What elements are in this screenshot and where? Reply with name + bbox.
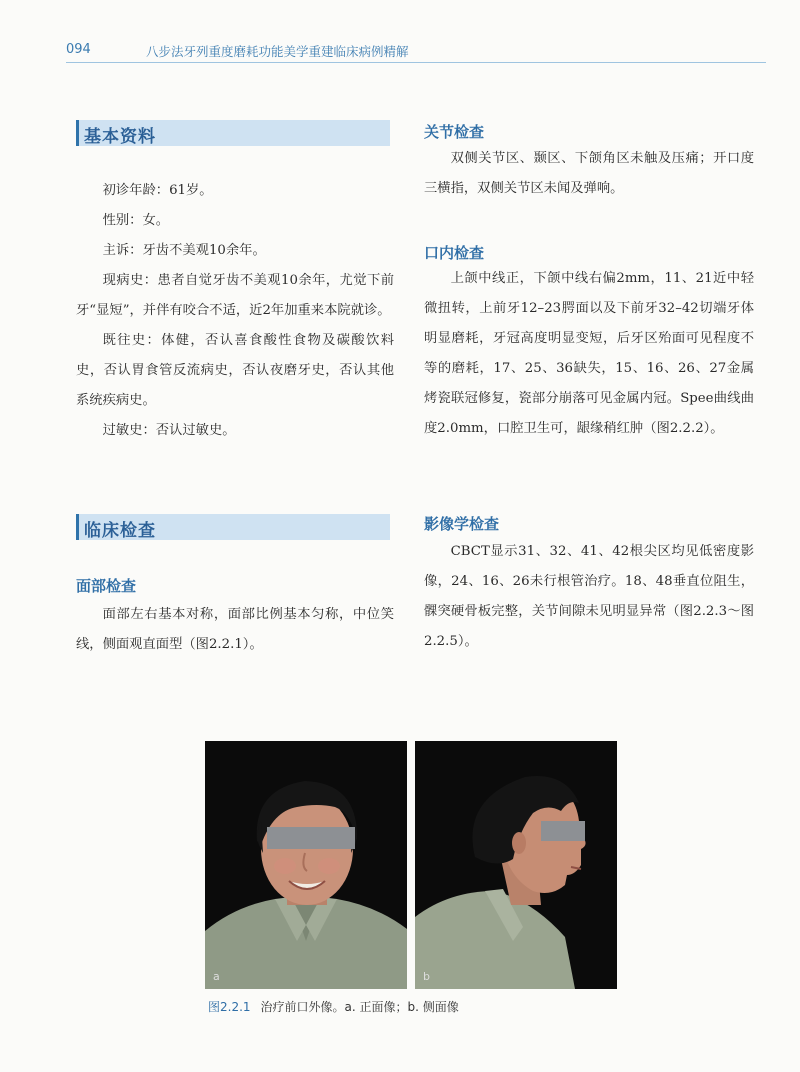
page-number: 094: [66, 42, 91, 57]
figure-number: 图2.2.1: [208, 1000, 251, 1014]
oral-exam-title: 口内检查: [424, 244, 485, 262]
section-basic-info-heading: [76, 120, 390, 146]
frontal-portrait-image: [205, 741, 407, 989]
chief-complaint-line: 主诉：牙齿不美观10余年。: [102, 243, 266, 258]
joint-exam-text: 双侧关节区、颞区、下颌角区未触及压痛；开口度三横指，双侧关节区未闻及弹响。: [424, 151, 754, 196]
present-illness-para: 现病史：患者自觉牙齿不美观10余年，尤觉下前牙“显短”，并伴有咬合不适，近2年加重来本院就诊。: [76, 273, 394, 318]
age-line: 初诊年龄：61岁。: [102, 183, 213, 198]
facial-exam-body: [76, 600, 394, 660]
joint-exam-body: [424, 144, 754, 204]
figure-caption-text: 治疗前口外像。a. 正面像；b. 侧面像: [260, 1000, 459, 1014]
photo-label-a: a: [213, 970, 220, 983]
photo-profile: [415, 741, 617, 989]
facial-exam-title: 面部检查: [76, 577, 137, 595]
allergy-line: 过敏史：否认过敏史。: [102, 423, 236, 438]
imaging-exam-title: 影像学检查: [424, 515, 500, 533]
imaging-exam-body: [424, 537, 754, 657]
figure-caption: [208, 998, 459, 1015]
sex-line: 性别：女。: [102, 213, 170, 228]
photo-frontal: [205, 741, 407, 989]
joint-exam-title: 关节检查: [424, 123, 485, 141]
oral-exam-text: 上颌中线正，下颌中线右偏2mm，11、21近中轻微扭转，上前牙12–23腭面以及下前牙32–42切端牙体明显磨耗，牙冠高度明显变短，后牙区殆面可见程度不等的磨耗，17、25、36缺失，15、16、26、27金属烤瓷联冠修复，瓷部分崩落可见金属内冠。Spee曲线曲度2.0mm，口腔卫生可，龈缘稍红肿（图2.2.2）。: [424, 271, 754, 436]
past-history-para: 既往史：体健，否认喜食酸性食物及碳酸饮料史，否认胃食管反流病史，否认夜磨牙史，否认其他系统疾病史。: [76, 333, 394, 408]
section-clinical-exam-title: 临床检查: [84, 521, 156, 541]
section-clinical-exam-heading: [76, 514, 390, 540]
book-title: 八步法牙列重度磨耗功能美学重建临床病例精解: [146, 44, 409, 59]
imaging-exam-text: CBCT显示31、32、41、42根尖区均见低密度影像，24、16、26未行根管治疗。18、48垂直位阻生，髁突硬骨板完整，关节间隙未见明显异常（图2.2.3～图2.2.5）。: [424, 544, 754, 649]
header-divider: [66, 62, 766, 63]
section-basic-info-title: 基本资料: [84, 127, 156, 147]
basic-info-body: [76, 176, 394, 446]
profile-portrait-image: [415, 741, 617, 989]
photo-label-b: b: [423, 970, 430, 983]
facial-exam-text: 面部左右基本对称，面部比例基本匀称，中位笑线，侧面观直面型（图2.2.1）。: [76, 607, 394, 652]
oral-exam-body: [424, 264, 754, 444]
page-header: [66, 38, 766, 64]
